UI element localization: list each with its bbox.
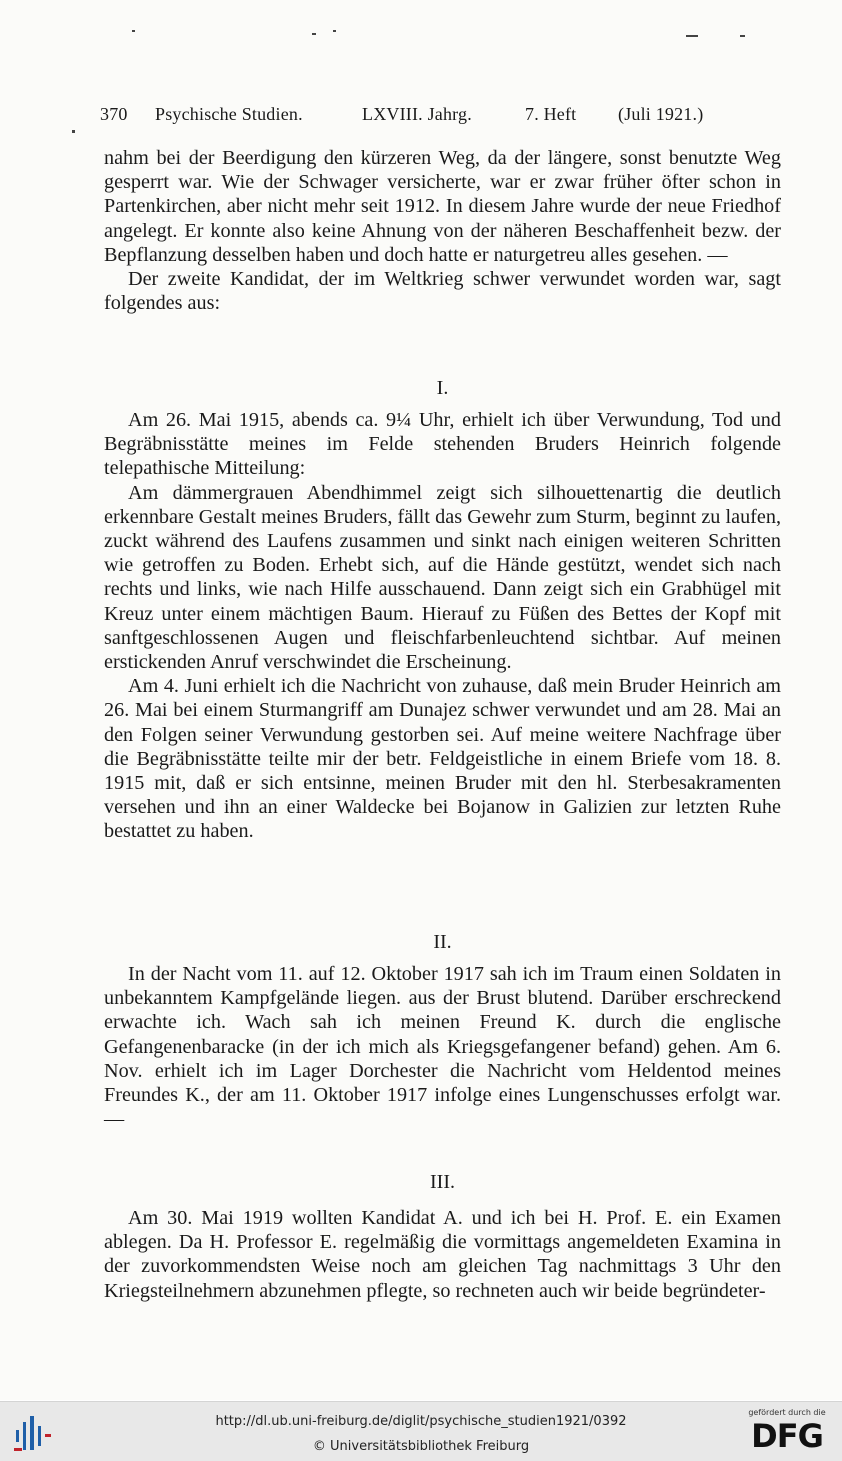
scan-speck [333,30,336,32]
copyright-notice: © Universitätsbibliothek Freiburg [312,1439,530,1454]
scan-speck [72,130,75,133]
journal-title: Psychische Studien. [155,104,303,124]
scan-speck [686,35,698,37]
paragraph: Am 30. Mai 1919 wollten Kandidat A. und ich bei H. Prof. E. ein Examen ablegen. Da H. Professor E. regelmäßig die vormittags angemeldeten Examina in der zuvorkommendsten Weise noch am gleichen Tag nachmittags 3 Uhr den Kriegsteilnehmern abzunehmen pflegte, so rechneten auch wir beide begründeter- [104,1207,781,1302]
paragraph: Am dämmergrauen Abendhimmel zeigt sich silhouettenartig die deutlich erkennbare Gestalt meines Bruders, fällt das Gewehr zum Sturm, beginnt zu laufen, zuckt während des Laufens zusammen und sinkt nach einigen weiteren Schritten wie getroffen zu Boden. Erhebt sich, auf die Hände gestützt, wendet sich nach rechts und links, wie nach Hilfe ausschauend. Dann zeigt sich ein Grabhügel mit Kreuz unter einem mächtigen Baum. Hierauf zu Füßen des Bettes der Kopf mit sanftgeschlossenen Augen und fleischfarbenleuchtend sichtbar. Auf meinen erstickenden Anruf verschwindet die Erscheinung. [104,481,781,674]
text-block-4 [104,1206,781,1303]
section-heading-2-wrap [104,930,781,954]
running-header [100,104,720,134]
section-heading-1-wrap [104,376,781,400]
text-block-3 [104,962,781,1131]
permalink-url-link[interactable]: http://dl.ub.uni-freiburg.de/diglit/psychische_studien1921/0392 [215,1414,627,1429]
volume-label: LXVIII. Jahrg. [362,104,472,124]
dfg-logo [742,1408,832,1458]
issue-date: (Juli 1921.) [618,104,704,124]
page-number: 370 [100,104,128,124]
paragraph: In der Nacht vom 11. auf 12. Oktober 1917 sah ich im Traum einen Soldaten in unbekanntem Kampfgelände liegen. aus der Brust blutend. Darüber erschreckend erwachte ich. Wach sah ich meinen Freund K. durch die englische Gefangenenbaracke (in der ich mich als Kriegsgefangener befand) gehen. Am 6. Nov. erhielt ich im Lager Dorchester die Nachricht vom Heldentod meines Freundes K., der am 11. Oktober 1917 infolge eines Lungenschusses erfolgt war. — [104,963,781,1131]
dfg-funding-label: gefördert durch die [748,1408,826,1417]
paragraph: Am 4. Juni erhielt ich die Nachricht von zuhause, daß mein Bruder Heinrich am 26. Mai bei einem Sturmangriff am Dunajez schwer verwundet und am 28. Mai an den Folgen seiner Verwundung gestorben sei. Auf meine weitere Nachfrage über die Begräbnisstätte teilte mir der betr. Feldgeistliche in einem Briefe vom 18. 8. 1915 mit, daß er sich entsinne, meinen Bruder mit den hl. Sterbesakramenten versehen und ihn an einer Waldecke bei Bojanow in Galizien zur letzten Ruhe bestattet zu haben. [104,675,781,843]
section-heading: I. [436,377,449,399]
scan-speck [312,33,316,35]
issue-label: 7. Heft [525,104,577,124]
paragraph: nahm bei der Beerdigung den kürzeren Weg, da der längere, sonst benutzte Weg gesperrt war. Wie der Schwager versicherte, war er zwar früher öfter schon in Partenkirchen, aber nicht mehr seit 1912. In diesem Jahre wurde der neue Friedhof angelegt. Er konnte also keine Ahnung von der näheren Beschaffenheit bezw. der Bepflanzung desselben haben und doch hatte er naturgetreu alles gesehen. — [104,147,781,266]
dfg-logo-text: DFG [751,1417,823,1455]
section-heading-3-wrap [104,1170,781,1194]
viewer-footer [0,1401,842,1461]
text-block-2 [104,408,781,844]
scan-speck [740,35,745,37]
section-heading: II. [433,931,452,953]
paragraph: Am 26. Mai 1915, abends ca. 9¼ Uhr, erhielt ich über Verwundung, Tod und Begräbnisstätte meines im Felde stehenden Bruders Heinrich folgende telepathische Mitteilung: [104,409,781,480]
text-block-1 [104,146,781,315]
paragraph: Der zweite Kandidat, der im Weltkrieg schwer verwundet worden war, sagt folgendes aus: [104,268,781,315]
scan-speck [132,30,135,32]
section-heading: III. [430,1171,455,1193]
